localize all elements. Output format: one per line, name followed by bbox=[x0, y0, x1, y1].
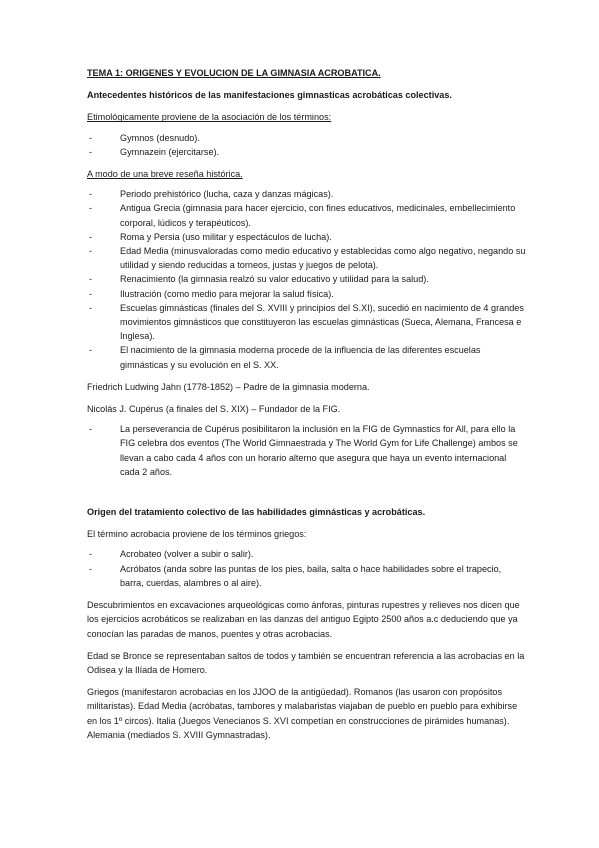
cuperus-list bbox=[87, 422, 527, 479]
section-1-heading: Antecedentes históricos de las manifestaciones gimnasticas acrobáticas colectivas. bbox=[87, 90, 452, 101]
term-list bbox=[87, 547, 527, 590]
cuperus-line: Nicolás J. Cupérus (a finales del S. XIX) – Fundador de la FIG. bbox=[87, 404, 341, 415]
list-item: - Edad Media (minusvaloradas como medio educativo y establecidas como algo negativo, negando su utilidad y siendo reducidas a torneos, justas y juegos de pelota). bbox=[89, 246, 526, 271]
list-item: - Antigua Grecia (gimnasia para hacer ejercicio, con fines educativos, medicinales, embellecimiento corporal, lúdicos y terapéuticos). bbox=[89, 203, 516, 228]
list-item: - Gymnazein (ejercitarse). bbox=[89, 146, 220, 157]
list-item: - Acrobateo (volver a subir o salir). bbox=[89, 549, 254, 560]
etimologia-intro: Etimológicamente proviene de la asociación de los términos: bbox=[87, 112, 332, 123]
resena-list bbox=[87, 187, 527, 372]
list-item: - Periodo prehistórico (lucha, caza y danzas mágicas). bbox=[89, 189, 334, 200]
resena-intro: A modo de una breve reseña histórica. bbox=[87, 169, 243, 180]
section-2-heading: Origen del tratamiento colectivo de las habilidades gimnásticas y acrobáticas. bbox=[87, 507, 426, 518]
jahn-line: Friedrich Ludwing Jahn (1778-1852) – Padre de la gimnasia moderna. bbox=[87, 381, 370, 392]
document-page bbox=[87, 66, 527, 742]
list-item: - El nacimiento de la gimnasia moderna procede de la influencia de las diferentes escuelas gimnásticas y su evolución en el S. XX. bbox=[89, 345, 481, 370]
list-item: - Renacimiento (la gimnasia realzó su valor educativo y utilidad para la salud). bbox=[89, 274, 429, 285]
list-item: - Acróbatos (anda sobre las puntas de los pies, baila, salta o hace habilidades sobre el trapecio, barra, cuerdas, alambres o al aire). bbox=[89, 563, 502, 588]
term-intro: El término acrobacia proviene de los términos griegos: bbox=[87, 529, 307, 540]
list-item: - Gymnos (desnudo). bbox=[89, 132, 200, 143]
list-item: - Ilustración (como medio para mejorar la salud física). bbox=[89, 288, 334, 299]
tema-title: TEMA 1: ORIGENES Y EVOLUCION DE LA GIMNASIA ACROBATICA. bbox=[87, 68, 381, 78]
list-item: - Escuelas gimnásticas (finales del S. XVIII y principios del S.XI), sucedió en nacimiento de 4 grandes movimientos gimnásticos que constituyeron las escuelas gimnásticas (Sueca, Alemana, Francesa e Inglesa). bbox=[89, 302, 524, 342]
list-item: - La perseverancia de Cupérus posibilitaron la inclusión en la FIG de Gymnastics for All, para ello la FIG celebra dos eventos (The World Gimnaestrada y The World Gym for Life Challenge) ambos se llevan a cabo cada 4 años con un horario alterno que asegura que haya un evento internacional cada 2 años. bbox=[89, 424, 518, 477]
list-item: - Roma y Persia (uso militar y espectáculos de lucha). bbox=[89, 231, 332, 242]
paragraph: Griegos (manifestaron acrobacias en los JJOO de la antigüedad). Romanos (las usaron con propósitos militaristas). Edad Media (acróbatas, tambores y malabaristas viajaban de pueblo en pueblo para exhibirse en los 1º circos). Italia (Juegos Venecianos S. XVI competían en construcciones de pirámides humanas). Alemania (mediados S. XVIII Gymnastradas). bbox=[87, 687, 518, 740]
paragraph: Edad se Bronce se representaban saltos de todos y también se encuentran referencia a las acrobacias en la Odisea y la Ilíada de Homero. bbox=[87, 650, 525, 675]
paragraph: Descubrimientos en excavaciones arqueológicas como ánforas, pinturas rupestres y relieves nos dicen que los ejercicios acrobáticos se realizaban en las danzas del antiguo Egipto 2500 años a.c deduciendo que ya conocían las paradas de manos, puentes y otras acrobacias. bbox=[87, 600, 520, 639]
etimologia-list bbox=[87, 131, 527, 159]
